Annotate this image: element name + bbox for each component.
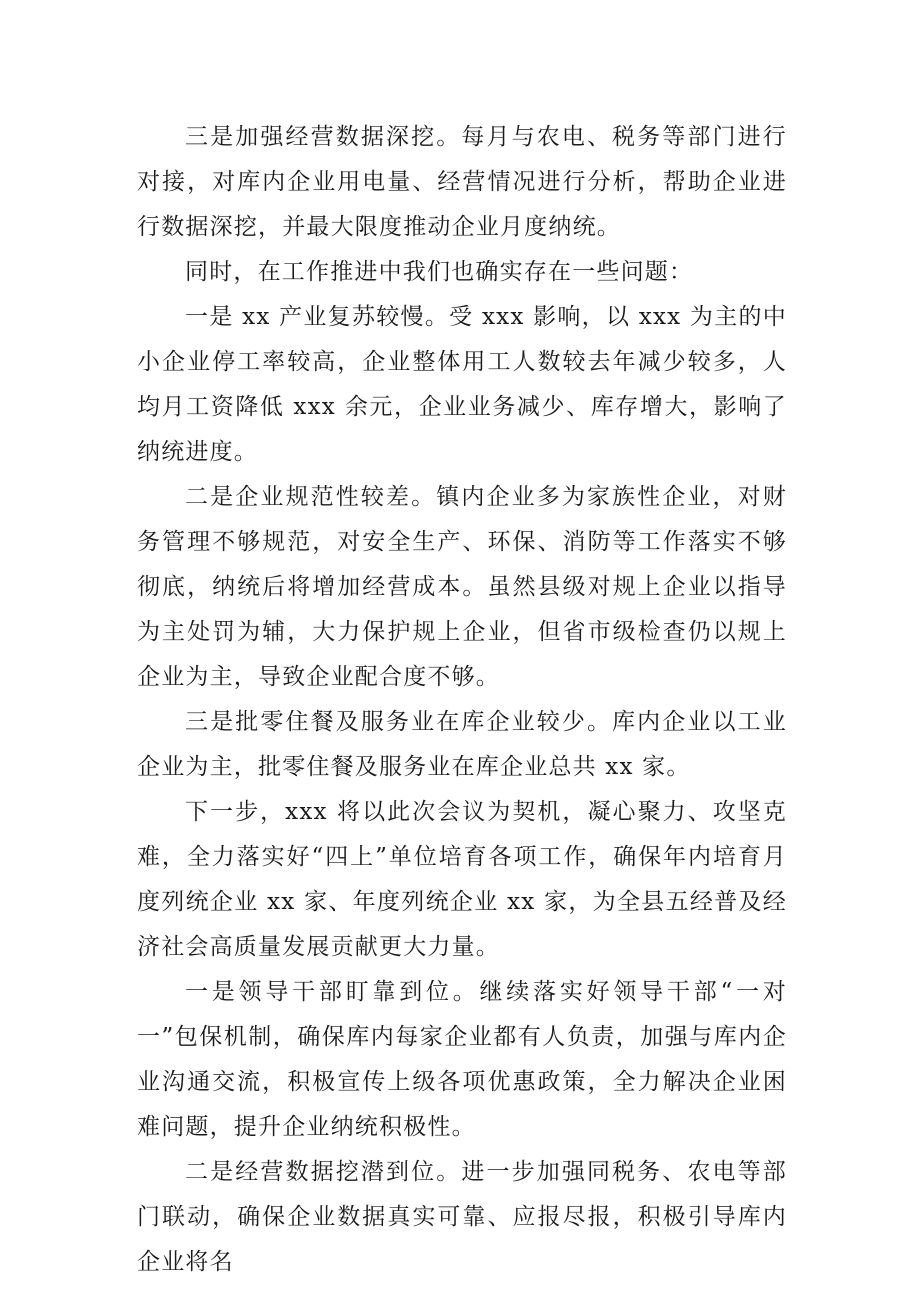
paragraph-enterprise-standards: 二是企业规范性较差。镇内企业多为家族性企业，对财务管理不够规范，对安全生产、环保、消防等工作落实不够彻底，纳统后将增加经营成本。虽然县级对规上企业以指导为主处罚为辅，大力保护规上企业，但省市级检查仍以规上企业为主，导致企业配合度不够。 — [137, 484, 787, 690]
paragraph-problems-intro: 同时，在工作推进中我们也确实存在一些问题： — [185, 259, 694, 285]
document-body — [137, 115, 787, 1285]
paragraph-next-steps: 下一步，xxx 将以此次会议为契机，凝心聚力、攻坚克难，全力落实好“四上”单位培育各项工作，确保年内培育月度列统企业 xx 家、年度列统企业 xx 家，为全县五经普及经济社会高质量发展贡献更大力量。 — [137, 799, 787, 960]
paragraph-leadership: 一是领导干部盯靠到位。继续落实好领导干部“一对一”包保机制，确保库内每家企业都有人负责，加强与库内企业沟通交流，积极宣传上级各项优惠政策，全力解决企业困难问题，提升企业纳统积极性。 — [137, 979, 787, 1140]
paragraph-industry-recovery: 一是 xx 产业复苏较慢。受 xxx 影响，以 xxx 为主的中小企业停工率较高，企业整体用工人数较去年减少较多，人均月工资降低 xxx 余元，企业业务减少、库存增大，影响了纳统进度。 — [137, 304, 787, 465]
paragraph-data-potential: 二是经营数据挖潜到位。进一步加强同税务、农电等部门联动，确保企业数据真实可靠、应报尽报，积极引导库内企业将名 — [137, 1159, 787, 1275]
paragraph-data-mining: 三是加强经营数据深挖。每月与农电、税务等部门进行对接，对库内企业用电量、经营情况进行分析，帮助企业进行数据深挖，并最大限度推动企业月度纳统。 — [137, 124, 787, 240]
paragraph-retail-services: 三是批零住餐及服务业在库企业较少。库内企业以工业企业为主，批零住餐及服务业在库企业总共 xx 家。 — [137, 709, 787, 780]
